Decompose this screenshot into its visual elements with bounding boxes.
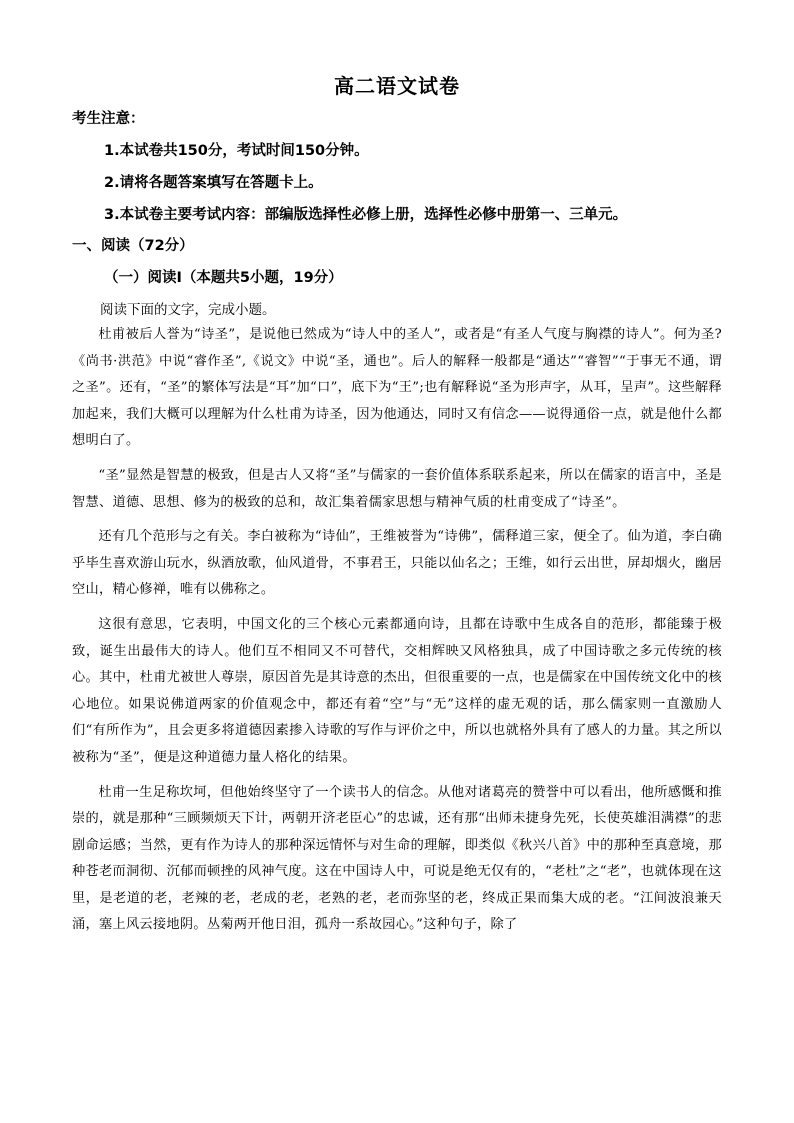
reading-instruction: 阅读下面的文字，完成小题。 bbox=[100, 302, 276, 318]
subsection-heading: （一）阅读Ⅰ（本题共5小题，19分） bbox=[104, 270, 343, 286]
notice-item-1: 1.本试卷共150分，考试时间150分钟。 bbox=[104, 143, 369, 159]
notice-item-2: 2.请将各题答案填写在答题卡上。 bbox=[104, 175, 323, 191]
passage-paragraph: 杜甫一生足称坎坷，但他始终坚守了一个读书人的信念。从他对诸葛亮的赞誉中可以看出，他所感慨和推崇的，就是那种“三顾频烦天下计，两朝开济老臣心”的忠诚，还有那“出师未捷身先死，长使英雄泪满襟”的悲剧命运感；当然，更有作为诗人的那种深远情怀与对生命的理解，即类似《秋兴八首》中的那种至真意境，那种苍老而洞彻、沉郁而顿挫的风神气度。这在中国诗人中，可说是绝无仅有的，“老杜”之“老”，也就体现在这里，是老道的老，老辣的老，老成的老，老熟的老，老而弥坚的老，终成正果而集大成的老。“江间波浪兼天涌，塞上风云接地阴。丛菊两开他日泪，孤舟一系故园心。”这种句子，除了 bbox=[72, 784, 722, 933]
reading-passage bbox=[72, 322, 722, 947]
page-title: 高二语文试卷 bbox=[334, 74, 460, 98]
passage-paragraph: 还有几个范形与之有关。李白被称为“诗仙”，王维被誉为“诗佛”，儒释道三家，便全了。仙为道，李白确乎毕生喜欢游山玩水，纵酒放歌，仙风道骨，不事君王，只能以仙名之；王维，如行云出世，屏却烟火，幽居空山，精心修禅，唯有以佛称之。 bbox=[72, 529, 722, 598]
section-heading: 一、阅读（72分） bbox=[72, 238, 194, 254]
passage-paragraph: “圣”显然是智慧的极致，但是古人又将“圣”与儒家的一套价值体系联系起来，所以在儒家的语言中，圣是智慧、道德、思想、修为的极致的总和，故汇集着儒家思想与精神气质的杜甫变成了“诗圣”。 bbox=[72, 467, 722, 510]
notice-heading: 考生注意： bbox=[72, 111, 145, 127]
passage-paragraph: 这很有意思，它表明，中国文化的三个核心元素都通向诗，且都在诗歌中生成各自的范形，都能臻于极致，诞生出最伟大的诗人。他们互不相同又不可替代，交相辉映又风格独具，成了中国诗歌之多元传统的核心。其中，杜甫尤被世人尊崇，原因首先是其诗意的杰出，但很重要的一点，也是儒家在中国传统文化中的核心地位。如果说佛道两家的价值观念中，都还有着“空”与“无”这样的虚无观的话，那么儒家则一直激励人们“有所作为”，且会更多将道德因素掺入诗歌的写作与评价之中，所以也就格外具有了感人的力量。其之所以被称为“圣”，便是这种道德力量人格化的结果。 bbox=[72, 616, 722, 765]
notice-item-3: 3.本试卷主要考试内容：部编版选择性必修上册，选择性必修中册第一、三单元。 bbox=[104, 207, 628, 223]
passage-paragraph: 杜甫被后人誉为“诗圣”，是说他已然成为“诗人中的圣人”，或者是“有圣人气度与胸襟的诗人”。何为圣?《尚书·洪范》中说“睿作圣”,《说文》中说“圣，通也”。后人的解释一般都是“通达”“睿智”“于事无不通，谓之圣”。还有，“圣”的繁体写法是“耳”加“口”，底下为“王”;也有解释说“圣为形声字，从耳，呈声”。这些解释加起来，我们大概可以理解为什么杜甫为诗圣，因为他通达，同时又有信念——说得通俗一点，就是他什么都想明白了。 bbox=[72, 327, 722, 449]
